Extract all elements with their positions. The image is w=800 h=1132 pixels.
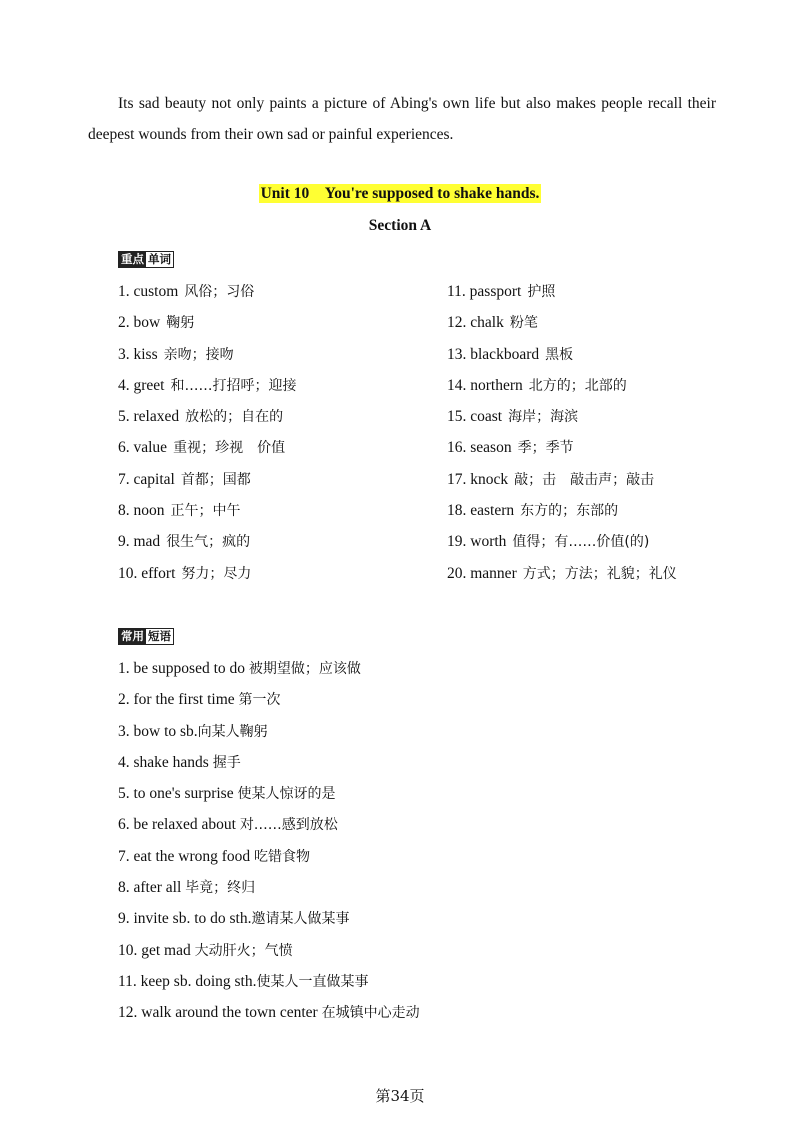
vocab-word: 20. manner — [447, 564, 517, 582]
vocab-word: 15. coast — [447, 408, 503, 426]
vocab-tag-light: 单词 — [148, 252, 171, 266]
vocab-item — [118, 526, 447, 557]
vocab-meaning: 重视；珍视 价值 — [173, 440, 286, 457]
vocab-item — [118, 464, 447, 495]
phrase-item — [118, 903, 738, 934]
vocab-meaning: 很生气；疯的 — [166, 534, 251, 551]
vocab-tag-dark: 重点 — [121, 252, 144, 266]
vocab-meaning: 粉笔 — [509, 315, 538, 332]
vocab-item — [118, 307, 447, 338]
vocab-meaning: 风俗；习俗 — [184, 284, 255, 300]
phrase-zh: 第一次 — [238, 692, 281, 709]
phrase-zh: 握手 — [212, 754, 241, 771]
page-number: 第34页 — [375, 1087, 425, 1105]
vocab-meaning: 季；季节 — [517, 440, 574, 457]
phrase-zh: 对……感到放松 — [239, 817, 338, 834]
vocab-item — [447, 401, 738, 432]
intro-text: Its sad beauty not only paints a picture of Abing's own life but also makes people recall their deepest wounds from their own sad or painful experiences. — [88, 95, 716, 143]
unit-title-text: Unit 10 You're supposed to shake hands. — [260, 185, 540, 202]
vocab-word: 19. worth — [447, 533, 507, 551]
phrase-zh: 邀请某人做某事 — [251, 911, 350, 928]
vocab-meaning: 首都；国都 — [180, 471, 251, 488]
intro-paragraph — [88, 88, 716, 150]
vocab-item — [447, 464, 738, 495]
phrase-zh: 毕竟；终归 — [185, 880, 256, 897]
vocab-meaning: 东方的；东部的 — [520, 503, 619, 520]
phrase-zh: 向某人鞠躬 — [197, 723, 268, 740]
phrase-tag-light: 短语 — [148, 629, 171, 643]
vocab-item — [447, 495, 738, 526]
vocab-item — [447, 339, 738, 370]
vocab-word: 9. mad — [118, 533, 161, 551]
vocab-word: 13. blackboard — [447, 345, 540, 363]
vocab-item — [118, 495, 447, 526]
vocab-meaning: 值得；有……价值(的) — [512, 534, 650, 551]
phrase-item — [118, 809, 738, 840]
vocab-item — [447, 307, 738, 338]
phrase-en: 5. to one's surprise — [118, 785, 238, 803]
phrase-en: 7. eat the wrong food — [118, 847, 255, 865]
phrase-en: 11. keep sb. doing sth. — [118, 972, 257, 990]
vocab-word: 5. relaxed — [118, 408, 180, 426]
phrase-en: 9. invite sb. to do sth. — [118, 910, 252, 928]
phrase-list — [118, 653, 738, 1029]
phrase-item — [118, 997, 738, 1028]
vocab-meaning: 海岸；海滨 — [508, 409, 579, 426]
vocab-meaning: 北方的；北部的 — [528, 377, 627, 394]
vocab-tag — [118, 251, 174, 268]
vocab-meaning: 敲；击 敲击声；敲击 — [514, 471, 655, 488]
section-title: Section A — [368, 217, 432, 234]
phrase-item — [118, 778, 738, 809]
phrase-en: 3. bow to sb. — [118, 722, 198, 740]
vocab-word: 12. chalk — [447, 314, 504, 332]
vocab-word: 14. northern — [447, 376, 523, 394]
vocab-item — [447, 558, 738, 589]
vocab-meaning: 护照 — [527, 284, 556, 300]
vocab-meaning: 方式；方法；礼貌；礼仪 — [522, 565, 677, 582]
vocab-item — [447, 432, 738, 463]
vocab-meaning: 正午；中午 — [170, 503, 241, 520]
vocab-item — [447, 276, 738, 307]
phrase-item — [118, 684, 738, 715]
vocab-item — [118, 276, 447, 307]
vocab-meaning: 鞠躬 — [166, 315, 195, 332]
vocab-item — [118, 401, 447, 432]
vocab-meaning: 放松的；自在的 — [185, 409, 284, 426]
phrase-en: 1. be supposed to do — [118, 660, 249, 677]
vocab-item — [447, 526, 738, 557]
vocab-word: 16. season — [447, 439, 512, 457]
phrase-item — [118, 935, 738, 966]
phrase-zh: 被期望做；应该做 — [248, 661, 361, 677]
phrase-zh: 吃错食物 — [254, 848, 311, 865]
vocab-word: 10. effort — [118, 564, 176, 582]
vocab-word: 2. bow — [118, 314, 161, 332]
vocab-word: 8. noon — [118, 502, 165, 520]
phrase-item — [118, 716, 738, 747]
vocab-word: 17. knock — [447, 470, 509, 488]
vocab-item — [118, 558, 447, 589]
vocab-meaning: 亲吻；接吻 — [163, 346, 234, 363]
phrase-tag-dark: 常用 — [121, 629, 144, 643]
vocab-list — [118, 276, 738, 589]
phrase-en: 8. after all — [118, 879, 186, 897]
phrase-en: 12. walk around the town center — [118, 1004, 322, 1022]
phrase-item — [118, 841, 738, 872]
unit-title — [0, 185, 800, 203]
phrase-en: 4. shake hands — [118, 753, 213, 771]
vocab-word: 6. value — [118, 439, 168, 457]
vocab-word: 11. passport — [447, 283, 522, 300]
phrase-zh: 在城镇中心走动 — [321, 1005, 420, 1022]
vocab-item — [447, 370, 738, 401]
vocab-meaning: 黑板 — [545, 346, 574, 363]
vocab-word: 4. greet — [118, 376, 165, 394]
vocab-item — [118, 370, 447, 401]
phrase-item — [118, 747, 738, 778]
phrase-zh: 使某人惊讶的是 — [237, 786, 336, 803]
phrase-item — [118, 872, 738, 903]
vocab-meaning: 努力；尽力 — [181, 565, 252, 582]
vocab-word: 7. capital — [118, 470, 175, 488]
vocab-word: 1. custom — [118, 283, 179, 300]
phrase-item — [118, 966, 738, 997]
phrase-zh: 大动肝火；气愤 — [194, 942, 293, 959]
vocab-word: 3. kiss — [118, 345, 158, 363]
vocab-meaning: 和……打招呼；迎接 — [170, 377, 297, 394]
phrase-en: 10. get mad — [118, 941, 195, 959]
vocab-item — [118, 432, 447, 463]
phrase-tag — [118, 628, 174, 645]
phrase-en: 2. for the first time — [118, 691, 239, 709]
vocab-word: 18. eastern — [447, 502, 515, 520]
phrase-en: 6. be relaxed about — [118, 816, 240, 834]
vocab-item — [118, 339, 447, 370]
phrase-zh: 使某人一直做某事 — [256, 973, 369, 990]
phrase-item — [118, 653, 738, 684]
